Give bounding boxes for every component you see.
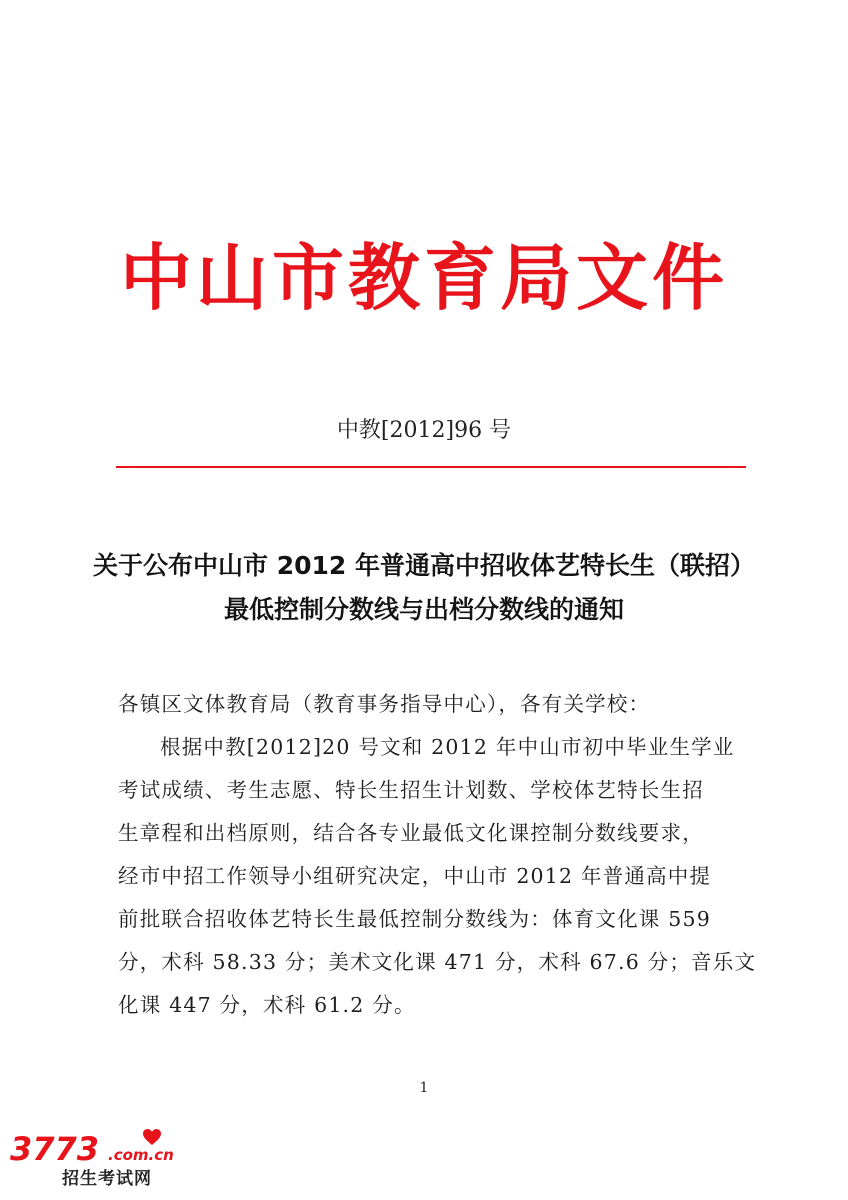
salutation: 各镇区文体教育局（教育事务指导中心），各有关学校： <box>118 692 651 716</box>
watermark-domain: .com.cn <box>108 1146 174 1164</box>
notice-body <box>118 683 757 1027</box>
document-number: 中教[2012]96 号 <box>336 418 512 443</box>
notice-title-line-2: 最低控制分数线与出档分数线的通知 <box>223 595 624 624</box>
document-header-title: 中山市教育局文件 <box>119 236 728 320</box>
notice-title <box>0 544 848 632</box>
paragraph-line: 化课 447 分，术科 61.2 分。 <box>118 993 416 1017</box>
paragraph-line: 分，术科 58.33 分；美术文化课 471 分，术科 67.6 分；音乐文 <box>118 950 757 974</box>
paragraph-line: 生章程和出档原则，结合各专业最低文化课控制分数线要求， <box>118 821 704 845</box>
paragraph-line: 考试成绩、考生志愿、特长生招生计划数、学校体艺特长生招 <box>118 778 704 802</box>
heart-icon <box>142 1128 162 1146</box>
paragraph-line: 经市中招工作领导小组研究决定，中山市 2012 年普通高中提 <box>118 864 712 888</box>
watermark-number: 3773 <box>10 1130 100 1168</box>
red-divider-line <box>116 466 746 468</box>
site-watermark-logo <box>10 1128 180 1194</box>
page-number: 1 <box>419 1080 429 1096</box>
paragraph-line: 前批联合招收体艺特长生最低控制分数线为：体育文化课 559 <box>118 907 711 931</box>
paragraph-line: 根据中教[2012]20 号文和 2012 年中山市初中毕业生学业 <box>160 735 735 759</box>
watermark-tagline: 招生考试网 <box>62 1169 152 1189</box>
notice-title-line-1: 关于公布中山市 2012 年普通高中招收体艺特长生（联招） <box>93 551 755 580</box>
